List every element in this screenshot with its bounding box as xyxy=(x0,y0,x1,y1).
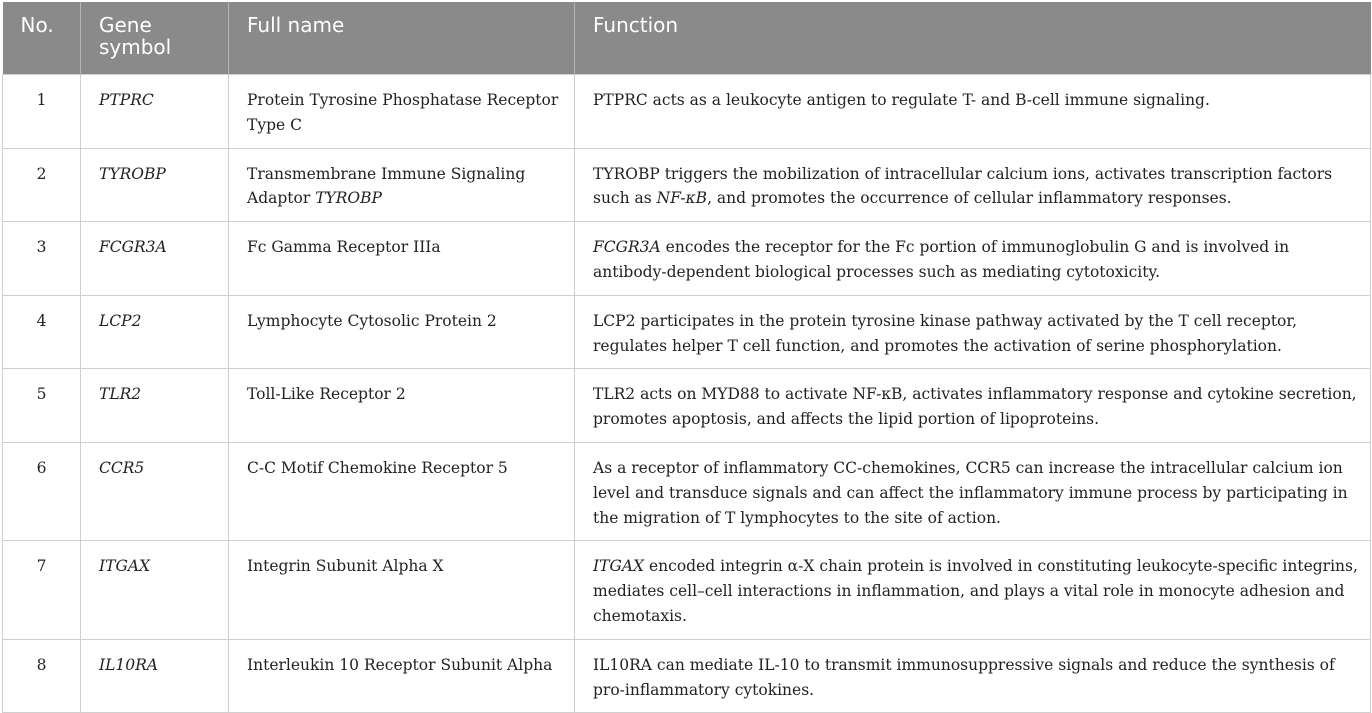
function-text-end: , and promotes the occurrence of cellular inflammatory responses. xyxy=(707,189,1232,208)
function-text: encoded integrin α-X chain protein is involved in constituting leukocyte-specific integrins, mediates cell–cell interactions in inflammation, and plays a vital role in monocyte adhesion and chemotaxis. xyxy=(593,557,1358,625)
full-name: Integrin Subunit Alpha X xyxy=(229,541,575,639)
gene-symbol: CCR5 xyxy=(81,442,229,540)
row-number: 5 xyxy=(3,369,81,443)
row-number: 3 xyxy=(3,222,81,296)
full-name: Fc Gamma Receptor IIIa xyxy=(229,222,575,296)
header-gene-symbol-label: Gene symbol xyxy=(99,13,172,60)
function: PTPRC acts as a leukocyte antigen to regulate T- and B-cell immune signaling. xyxy=(575,75,1371,149)
function xyxy=(575,541,1371,639)
gene-symbol: TYROBP xyxy=(81,148,229,222)
table-row xyxy=(3,148,1371,222)
function-text: TYROBP triggers the mobilization of intracellular calcium ions, activates transcription factors such as xyxy=(593,164,1333,208)
row-number: 2 xyxy=(3,148,81,222)
gene-symbol: TLR2 xyxy=(81,369,229,443)
full-name-text: Transmembrane Immune Signaling Adaptor xyxy=(247,164,526,208)
gene-symbol: LCP2 xyxy=(81,295,229,369)
table-body xyxy=(3,75,1371,713)
row-number: 8 xyxy=(3,639,81,713)
header-gene-symbol xyxy=(81,2,229,75)
function xyxy=(575,222,1371,296)
table-row xyxy=(3,442,1371,540)
function: IL10RA can mediate IL-10 to transmit immunosuppressive signals and reduce the synthesis of pro-inflammatory cytokines. xyxy=(575,639,1371,713)
gene-symbol: IL10RA xyxy=(81,639,229,713)
table-row xyxy=(3,541,1371,639)
row-number: 4 xyxy=(3,295,81,369)
table-row xyxy=(3,639,1371,713)
gene-symbol: ITGAX xyxy=(81,541,229,639)
function-gene: ITGAX xyxy=(593,557,645,576)
full-name: Interleukin 10 Receptor Subunit Alpha xyxy=(229,639,575,713)
full-name-gene: TYROBP xyxy=(315,189,382,208)
gene-symbol: FCGR3A xyxy=(81,222,229,296)
table-row xyxy=(3,222,1371,296)
full-name xyxy=(229,148,575,222)
header-function: Function xyxy=(575,2,1371,75)
table-row xyxy=(3,295,1371,369)
table-row xyxy=(3,369,1371,443)
function-text: encodes the receptor for the Fc portion of immunoglobulin G and is involved in antibody-dependent biological processes such as mediating cytotoxicity. xyxy=(593,238,1290,281)
table-row xyxy=(3,75,1371,149)
function-gene: FCGR3A xyxy=(593,238,661,257)
row-number: 6 xyxy=(3,442,81,540)
row-number: 7 xyxy=(3,541,81,639)
header-no: No. xyxy=(3,2,81,75)
full-name: Lymphocyte Cytosolic Protein 2 xyxy=(229,295,575,369)
gene-table xyxy=(2,2,1371,713)
row-number: 1 xyxy=(3,75,81,149)
function: LCP2 participates in the protein tyrosine kinase pathway activated by the T cell receptor, regulates helper T cell function, and promotes the activation of serine phosphorylation. xyxy=(575,295,1371,369)
header-row xyxy=(3,2,1371,75)
function-term: NF-κB xyxy=(656,189,708,208)
gene-symbol: PTPRC xyxy=(81,75,229,149)
full-name: C-C Motif Chemokine Receptor 5 xyxy=(229,442,575,540)
function: TLR2 acts on MYD88 to activate NF-κB, activates inflammatory response and cytokine secretion, promotes apoptosis, and affects the lipid portion of lipoproteins. xyxy=(575,369,1371,443)
table-header xyxy=(3,2,1371,75)
function: As a receptor of inflammatory CC-chemokines, CCR5 can increase the intracellular calcium ion level and transduce signals and can affect the inflammatory immune process by participating in the migration of T lymphocytes to the site of action. xyxy=(575,442,1371,540)
function xyxy=(575,148,1371,222)
full-name: Toll-Like Receptor 2 xyxy=(229,369,575,443)
header-full-name: Full name xyxy=(229,2,575,75)
full-name: Protein Tyrosine Phosphatase Receptor Type C xyxy=(229,75,575,149)
